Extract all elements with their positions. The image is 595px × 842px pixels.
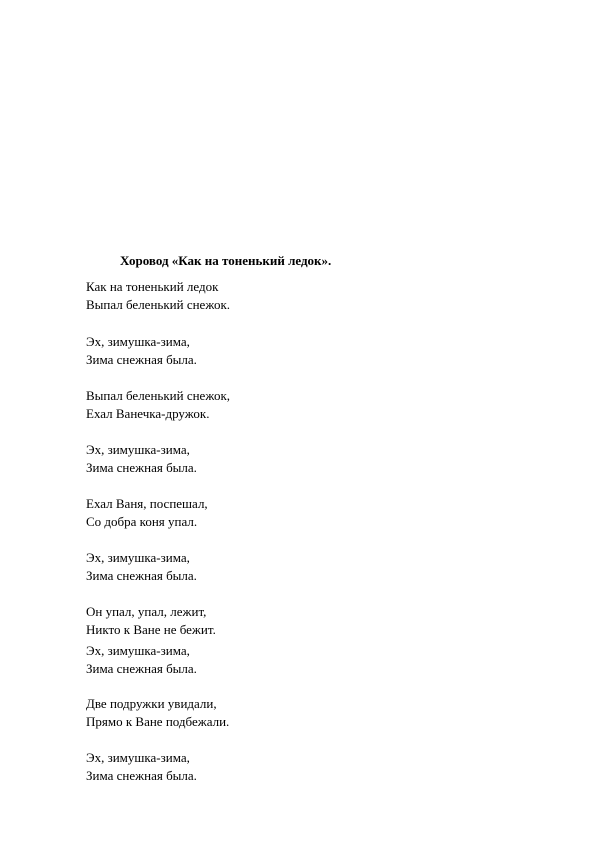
stanza-line: Никто к Ване не бежит. [86,622,216,637]
stanza-line: Зима снежная была. [86,460,197,475]
stanza-2-refrain [86,333,197,369]
stanza-line: Зима снежная была. [86,352,197,367]
stanza-line: Эх, зимушка-зима, [86,442,190,457]
stanza-line: Со добра коня упал. [86,514,198,529]
stanza-line: Прямо к Ване подбежали. [86,714,230,729]
stanza-line: Зима снежная была. [86,768,197,783]
stanza-7 [86,603,216,639]
stanza-line: Он упал, упал, лежит, [86,604,207,619]
song-title: Хоровод «Как на тоненький ледок». [120,253,332,268]
stanza-line: Эх, зимушка-зима, [86,334,190,349]
stanza-8-refrain [86,642,197,678]
stanza-3 [86,387,230,423]
stanza-line: Две подружки увидали, [86,696,217,711]
stanza-line: Эх, зимушка-зима, [86,750,190,765]
stanza-line: Эх, зимушка-зима, [86,643,190,658]
stanza-5 [86,495,208,531]
stanza-line: Выпал беленький снежок. [86,297,231,312]
stanza-6-refrain [86,549,197,585]
stanza-line: Как на тоненький ледок [86,279,219,294]
stanza-line: Ехал Ваня, поспешал, [86,496,208,511]
stanza-1 [86,278,230,314]
stanza-line: Ехал Ванечка-дружок. [86,406,210,421]
stanza-line: Зима снежная была. [86,568,197,583]
stanza-line: Зима снежная была. [86,661,197,676]
stanza-10-refrain [86,749,197,785]
stanza-line: Выпал беленький снежок, [86,388,231,403]
stanza-9 [86,695,229,731]
stanza-line: Эх, зимушка-зима, [86,550,190,565]
stanza-4-refrain [86,441,197,477]
